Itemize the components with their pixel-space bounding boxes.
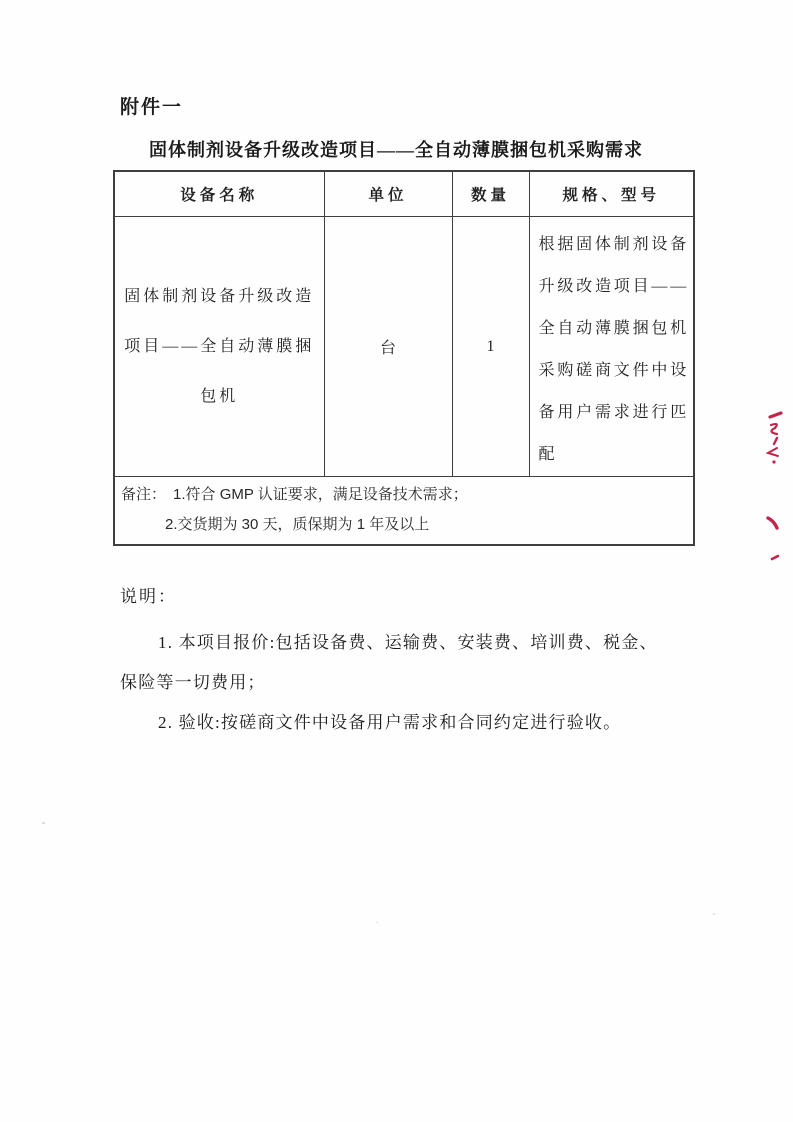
cell-quantity: 1: [452, 217, 529, 477]
cell-device-name: 固体制剂设备升级改造项目——全自动薄膜捆包机: [114, 217, 324, 477]
note-line-3: 2. 验收:按磋商文件中设备用户需求和合同约定进行验收。: [158, 713, 622, 732]
document-title: 固体制剂设备升级改造项目——全自动薄膜捆包机采购需求: [149, 140, 643, 160]
cell-spec-model: 根据固体制剂设备升级改造项目——全自动薄膜捆包机采购磋商文件中设备用户需求进行匹配: [529, 217, 694, 477]
remark-line-1: [121, 480, 685, 510]
col-header-quantity: 数量: [452, 171, 529, 217]
table-row: [114, 217, 694, 477]
note-line-1: 1. 本项目报价:包括设备费、运输费、安装费、培训费、税金、: [158, 633, 658, 652]
red-stamp-edge-marks-icon: [758, 404, 792, 574]
scan-speck: [713, 913, 715, 915]
attachment-label: 附件一: [120, 97, 184, 118]
col-header-device-name: 设备名称: [114, 171, 324, 217]
scan-speck: [42, 822, 45, 824]
procurement-table: [113, 170, 695, 546]
remark-label: 备注：: [121, 486, 167, 503]
notes-heading: 说明：: [120, 587, 177, 606]
remark-item-1: 1.符合 GMP 认证要求，满足设备技术需求；: [173, 486, 468, 503]
remark-item-2: 2.交货期为 30 天，质保期为 1 年及以上: [165, 516, 430, 533]
scan-speck: [376, 922, 378, 923]
col-header-spec-model: 规格、型号: [529, 171, 694, 217]
note-line-2: 保险等一切费用；: [120, 673, 266, 692]
notes-section: [120, 584, 720, 750]
remark-cell: [114, 477, 694, 546]
cell-unit: 台: [324, 217, 452, 477]
remark-row: [114, 477, 694, 546]
table-header-row: [114, 171, 694, 217]
col-header-unit: 单位: [324, 171, 452, 217]
